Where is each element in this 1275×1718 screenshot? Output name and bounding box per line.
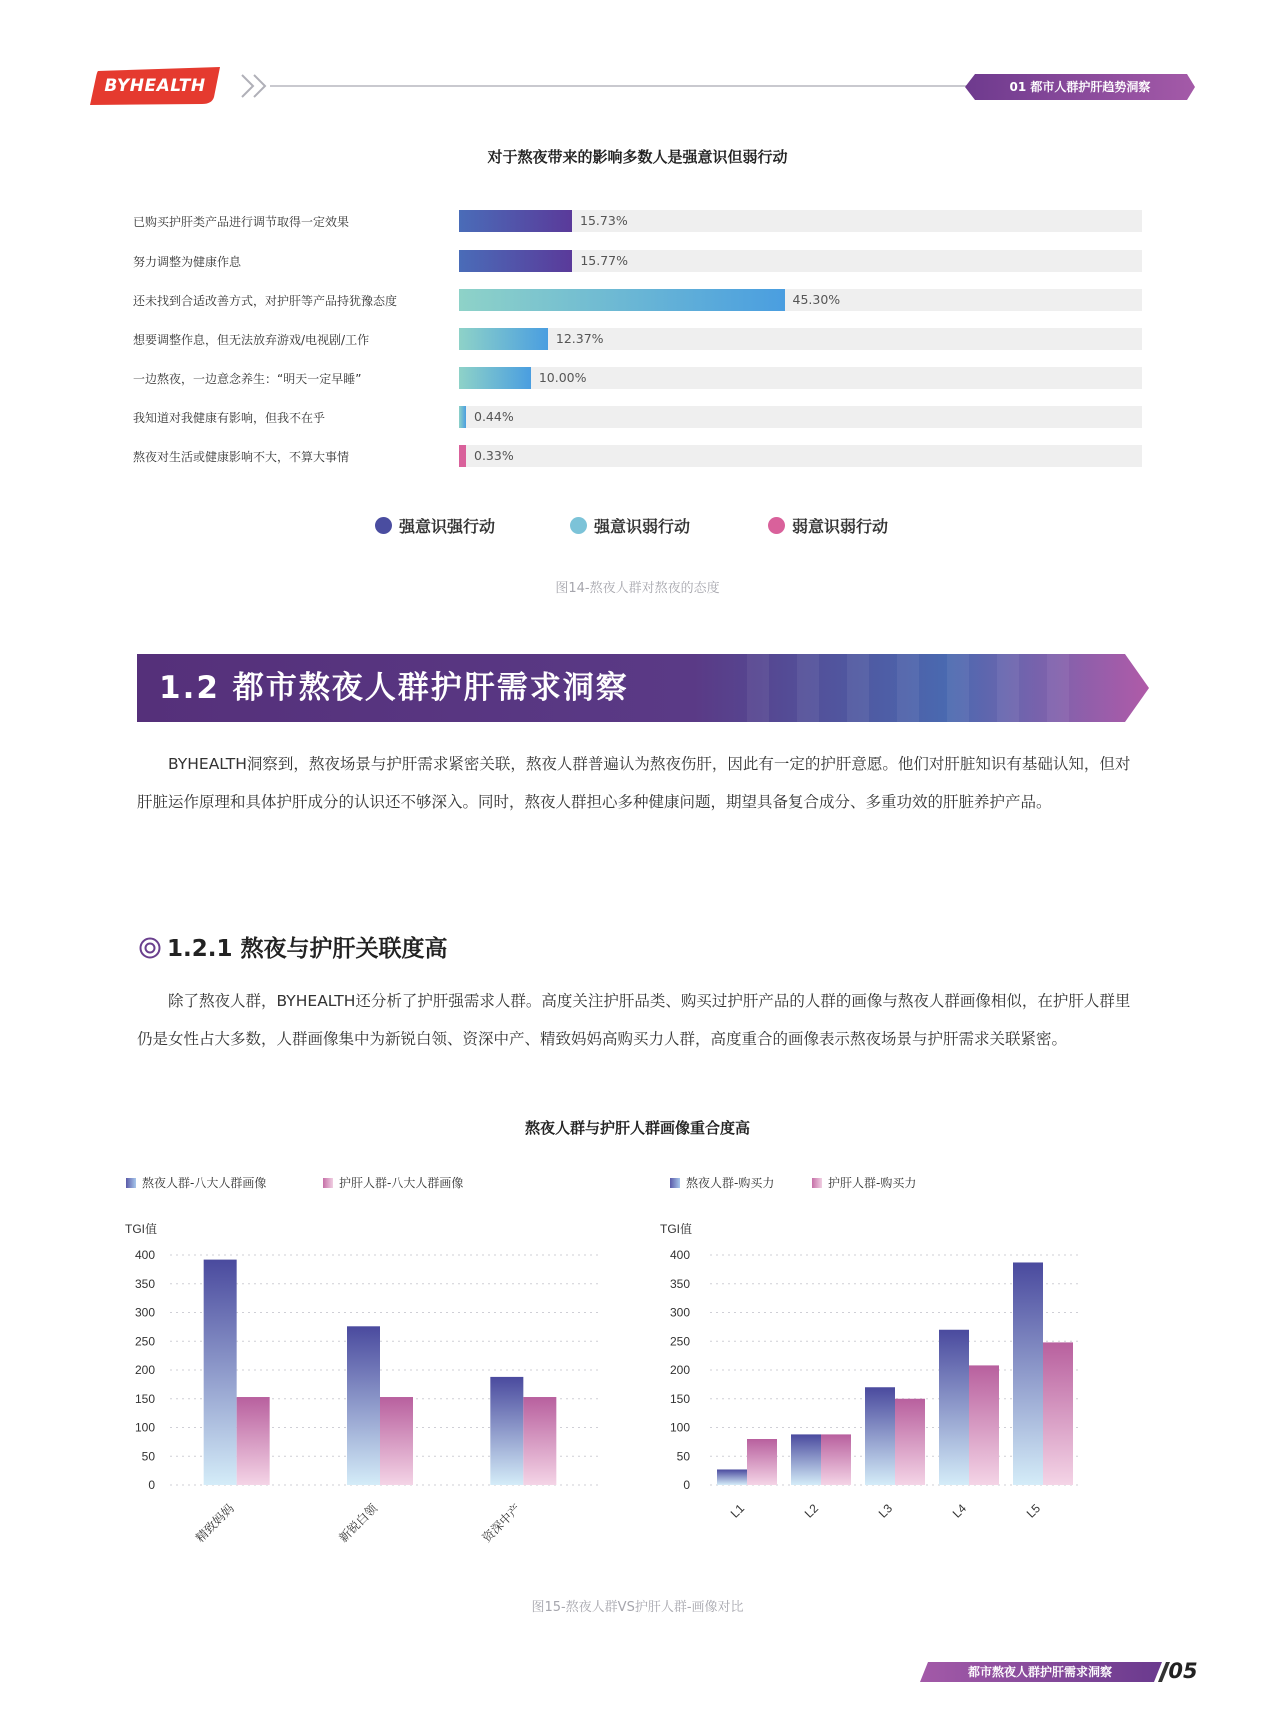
byhealth-logo: [90, 67, 220, 105]
y-tick-label: 200: [134, 1363, 155, 1377]
legend-label: 护肝人群-八大人群画像: [339, 1176, 464, 1190]
legend-label: 强意识强行动: [399, 517, 496, 536]
y-tick-label: 400: [134, 1248, 155, 1262]
bar-series-1: [1013, 1262, 1043, 1485]
y-tick-label: 300: [134, 1305, 155, 1320]
legend-dot: [570, 517, 587, 534]
bar-fill: [459, 250, 572, 272]
legend-label: 熬夜人群-八大人群画像: [142, 1176, 267, 1190]
bar-series-1: [717, 1469, 747, 1485]
y-tick-label: 150: [669, 1391, 690, 1406]
bar-fill: [459, 328, 548, 350]
target-circle-icon: [139, 937, 161, 959]
legend-label: 弱意识弱行动: [792, 517, 889, 536]
bar-series-1: [791, 1434, 821, 1485]
bar-track: [459, 289, 1142, 311]
bar-value-label: 10.00%: [538, 370, 587, 385]
subsection-paragraph: 除了熬夜人群，BYHEALTH还分析了护肝强需求人群。高度关注护肝品类、购买过护肝产品的人群的画像与熬夜人群画像相似，在护肝人群里仍是女性占大多数，人群画像集中为新锐白领、资深中产、精致妈妈高购买力人群，高度重合的画像表示熬夜场景与护肝需求关联紧密。: [137, 992, 1131, 1048]
subsection-heading: [139, 932, 448, 966]
bar-value-label: 45.30%: [792, 292, 841, 307]
figure15-caption: 图15-熬夜人群VS护肝人群-画像对比: [531, 1600, 744, 1615]
chart-persona-tgi: [110, 1215, 630, 1545]
bar-fill: [459, 367, 531, 389]
chart1-title: 对于熬夜带来的影响多数人是强意识但弱行动: [487, 148, 788, 166]
bar-series-2: [237, 1397, 270, 1485]
bar-series-2: [1043, 1342, 1073, 1485]
bar-series-1: [490, 1377, 523, 1485]
bar-track: [459, 328, 1142, 350]
y-tick-label: 250: [669, 1334, 690, 1349]
y-tick-label: 50: [676, 1449, 690, 1464]
bar-category-label: 我知道对我健康有影响，但我不在乎: [133, 411, 326, 425]
chart1-row: [0, 445, 1275, 469]
chart1-row: [0, 367, 1275, 391]
y-tick-label: 100: [134, 1420, 155, 1435]
bar-category-label: 一边熬夜，一边意念养生：“明天一定早睡”: [133, 372, 362, 386]
bar-category-label: 想要调整作息，但无法放弃游戏/电视剧/工作: [133, 333, 370, 347]
bar-track: [459, 250, 1142, 272]
figure14-caption: 图14-熬夜人群对熬夜的态度: [555, 581, 720, 596]
y-tick-label: 150: [134, 1391, 155, 1406]
y-tick-label: 200: [669, 1363, 690, 1377]
bar-series-2: [380, 1397, 413, 1485]
legend-night-purchase: [670, 1174, 774, 1191]
section-banner: [137, 654, 1149, 722]
chart1-row: [0, 406, 1275, 430]
bar-value-label: 0.44%: [474, 409, 514, 424]
section-title: 1.2 都市熬夜人群护肝需求洞察: [159, 670, 629, 706]
footer: [920, 1659, 1205, 1683]
bar-series-2: [969, 1365, 999, 1485]
legend-liver-eight: [323, 1174, 463, 1191]
bar-track: [459, 210, 1142, 232]
legend-swatch: [323, 1178, 333, 1188]
bar-series-2: [747, 1439, 777, 1485]
bar-series-2: [895, 1399, 925, 1485]
bar-track: [459, 406, 1142, 428]
bar-track: [459, 367, 1142, 389]
chart1-legend: [0, 514, 1275, 536]
legend-swatch: [126, 1178, 136, 1188]
bar-series-2: [523, 1397, 556, 1485]
x-tick-label: 新锐白领: [336, 1501, 381, 1545]
header-divider: [270, 85, 970, 87]
bar-series-1: [347, 1326, 380, 1485]
subsection-title: 1.2.1 熬夜与护肝关联度高: [167, 936, 448, 962]
legend-label: 强意识弱行动: [594, 517, 691, 536]
chart-purchase-tgi: [655, 1215, 1165, 1545]
y-axis-title: TGI值: [125, 1222, 157, 1236]
bar-category-label: 还未找到合适改善方式，对护肝等产品持犹豫态度: [133, 294, 398, 308]
legend-liver-purchase: [812, 1174, 916, 1191]
bar-series-2: [821, 1434, 851, 1485]
bar-series-1: [939, 1330, 969, 1485]
bar-category-label: 熬夜对生活或健康影响不大，不算大事情: [133, 450, 350, 464]
x-tick-label: L1: [727, 1501, 748, 1521]
double-chevron-icon: [240, 73, 272, 99]
x-tick-label: L4: [949, 1501, 970, 1521]
bar-series-1: [204, 1260, 237, 1485]
y-tick-label: 400: [669, 1248, 690, 1262]
section-paragraph: BYHEALTH洞察到，熬夜场景与护肝需求紧密关联，熬夜人群普遍认为熬夜伤肝，因此有一定的护肝意愿。他们对肝脏知识有基础认知，但对肝脏运作原理和具体护肝成分的认识还不够深入。同时，熬夜人群担心多种健康问题，期望具备复合成分、多重功效的肝脏养护产品。: [137, 755, 1131, 811]
y-tick-label: 350: [134, 1276, 155, 1291]
bar-fill: [459, 406, 466, 428]
page-number: 05: [1168, 1659, 1198, 1683]
legend-item-strong-weak: [570, 514, 690, 537]
chart1-row: [0, 250, 1275, 274]
bar-value-label: 0.33%: [474, 448, 514, 463]
bar-value-label: 15.73%: [580, 213, 628, 228]
legend-swatch: [670, 1178, 680, 1188]
bar-value-label: 12.37%: [555, 331, 604, 346]
y-tick-label: 50: [141, 1449, 155, 1464]
bar-fill: [459, 289, 785, 311]
legend-label: 护肝人群-购买力: [828, 1176, 917, 1190]
footer-label: 都市熬夜人群护肝需求洞察: [967, 1665, 1112, 1679]
legend-night-eight: [126, 1174, 266, 1191]
x-tick-label: L5: [1023, 1501, 1044, 1521]
legend-item-weak-weak: [768, 514, 888, 537]
bar-fill: [459, 210, 572, 232]
chart2-title: 熬夜人群与护肝人群画像重合度高: [524, 1119, 750, 1137]
legend-dot: [375, 517, 392, 534]
section-tag: [965, 74, 1195, 100]
legend-item-strong-strong: [375, 514, 495, 537]
x-tick-label: 资深中产: [479, 1501, 524, 1545]
chart1-row: [0, 289, 1275, 313]
y-axis-title: TGI值: [660, 1222, 692, 1236]
y-tick-label: 250: [134, 1334, 155, 1349]
chart1-row: [0, 328, 1275, 352]
bar-value-label: 15.77%: [580, 253, 628, 268]
bar-category-label: 已购买护肝类产品进行调节取得一定效果: [133, 215, 350, 229]
logo-text: BYHEALTH: [104, 76, 206, 96]
y-tick-label: 0: [148, 1478, 155, 1492]
bar-fill: [459, 445, 466, 467]
bar-category-label: 努力调整为健康作息: [133, 255, 242, 269]
y-tick-label: 350: [669, 1276, 690, 1291]
y-tick-label: 100: [669, 1420, 690, 1435]
legend-swatch: [812, 1178, 822, 1188]
legend-label: 熬夜人群-购买力: [686, 1176, 775, 1190]
y-tick-label: 0: [683, 1478, 690, 1492]
x-tick-label: L2: [801, 1501, 822, 1521]
y-tick-label: 300: [669, 1305, 690, 1320]
x-tick-label: 精致妈妈: [192, 1501, 237, 1545]
section-tag-label: 01 都市人群护肝趋势洞察: [1009, 80, 1151, 94]
bar-series-1: [865, 1387, 895, 1485]
bar-track: [459, 445, 1142, 467]
legend-dot: [768, 517, 785, 534]
chart1-row: [0, 210, 1275, 234]
x-tick-label: L3: [875, 1501, 896, 1521]
